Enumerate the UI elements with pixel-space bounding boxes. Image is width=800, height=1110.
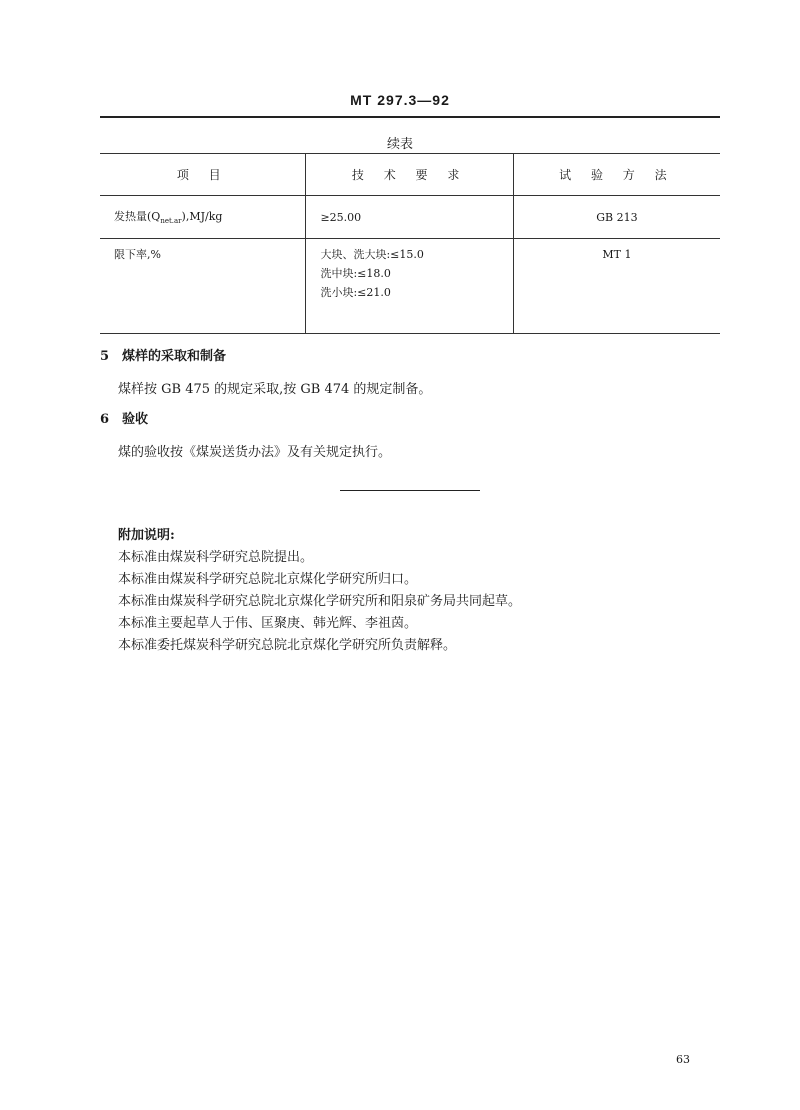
cell-requirement-calorific [306,196,513,239]
requirement-text: ≥25.00 [320,210,362,224]
note-line: 本标准主要起草人于伟、匡聚庚、韩光辉、李祖茵。 [118,616,418,631]
section-number: 6 [100,412,110,427]
table-row [100,239,720,334]
requirement-line: 洗中块:≤18.0 [320,267,391,280]
item-subscript: net.ar [160,217,182,226]
column-header-method: 试 验 方 法 [513,154,720,196]
standard-code-header: MT 297.3—92 [350,92,450,108]
header-rule [100,116,720,118]
section-5-text: 煤样按 GB 475 的规定采取,按 GB 474 的规定制备。 [118,382,432,397]
notes-title: 附加说明: [118,528,175,543]
section-title-text: 验收 [122,412,149,427]
note-line: 本标准由煤炭科学研究总院提出。 [118,550,314,565]
cell-method-calorific: GB 213 [513,196,720,239]
method-text: MT 1 [602,248,632,261]
cell-requirement-undersize [306,239,513,334]
requirement-line: 洗小块:≤21.0 [320,286,391,299]
specification-table [100,153,720,334]
item-suffix: ),MJ/kg [181,210,223,224]
table-caption: 续表 [386,137,413,152]
table-row [100,196,720,239]
cell-item-calorific [100,196,306,239]
page-number: 63 [676,1053,690,1066]
column-header-requirement: 技 术 要 求 [306,154,513,196]
section-number: 5 [100,349,110,364]
item-text: 限下率,% [114,248,161,261]
cell-method-undersize [513,239,720,334]
section-5-title [100,345,226,364]
note-line: 本标准委托煤炭科学研究总院北京煤化学研究所负责解释。 [118,638,457,653]
column-header-item: 项 目 [100,154,306,196]
section-6-text: 煤的验收按《煤炭送货办法》及有关规定执行。 [118,445,392,460]
item-text: 发热量(Q [114,210,161,224]
section-6-title [100,408,148,427]
table-header-row [100,154,720,196]
requirement-line: 大块、洗大块:≤15.0 [320,248,424,261]
section-title-text: 煤样的采取和制备 [122,349,227,364]
note-line: 本标准由煤炭科学研究总院北京煤化学研究所归口。 [118,572,418,587]
end-divider [340,490,480,491]
cell-item-undersize [100,239,306,334]
note-line: 本标准由煤炭科学研究总院北京煤化学研究所和阳泉矿务局共同起草。 [118,594,522,609]
